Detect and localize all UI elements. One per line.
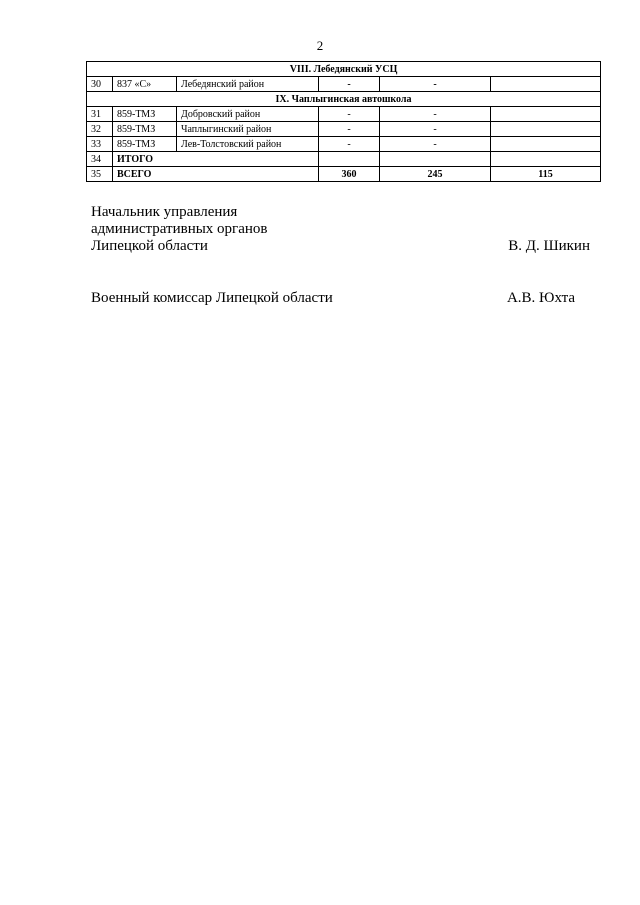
signatory-title-line-2: административных органов <box>91 221 268 237</box>
page-number: 2 <box>316 38 324 53</box>
row-value-2: - <box>380 122 491 137</box>
row-value-2: - <box>380 77 491 92</box>
vsego-label: ВСЕГО <box>113 167 319 182</box>
vsego-value-1: 360 <box>319 167 380 182</box>
row-number: 31 <box>87 107 113 122</box>
itogo-label: ИТОГО <box>113 152 319 167</box>
row-code: 859-ТМЗ <box>113 137 177 152</box>
signatory-title-line-3: Липецкой области <box>91 238 208 254</box>
signatory-name: В. Д. Шикин <box>508 238 590 254</box>
row-code: 859-ТМЗ <box>113 107 177 122</box>
table-row <box>87 137 601 152</box>
row-code: 859-ТМЗ <box>113 122 177 137</box>
table-row <box>87 107 601 122</box>
table-row <box>87 77 601 92</box>
section-title: VIII. Лебедянский УСЦ <box>87 62 601 77</box>
section-row <box>87 62 601 77</box>
row-value-3 <box>491 107 601 122</box>
row-value-2: - <box>380 107 491 122</box>
row-value-3 <box>491 137 601 152</box>
section-title: IX. Чаплыгинская автошкола <box>87 92 601 107</box>
itogo-value-3 <box>491 152 601 167</box>
allocation-table <box>86 61 601 182</box>
row-district: Добровский район <box>177 107 319 122</box>
row-district: Лебедянский район <box>177 77 319 92</box>
row-number: 35 <box>87 167 113 182</box>
table-row <box>87 122 601 137</box>
row-number: 33 <box>87 137 113 152</box>
itogo-value-2 <box>380 152 491 167</box>
row-number: 30 <box>87 77 113 92</box>
signatory-title-line-1: Начальник управления <box>91 204 238 220</box>
vsego-value-2: 245 <box>380 167 491 182</box>
row-value-1: - <box>319 137 380 152</box>
row-district: Лев-Толстовский район <box>177 137 319 152</box>
itogo-row <box>87 152 601 167</box>
commissar-name: А.В. Юхта <box>506 290 575 306</box>
vsego-value-3: 115 <box>491 167 601 182</box>
itogo-value-1 <box>319 152 380 167</box>
commissar-title: Военный комиссар Липецкой области <box>91 290 333 306</box>
row-district: Чаплыгинский район <box>177 122 319 137</box>
row-number: 32 <box>87 122 113 137</box>
vsego-row <box>87 167 601 182</box>
row-value-2: - <box>380 137 491 152</box>
row-value-3 <box>491 122 601 137</box>
row-value-1: - <box>319 122 380 137</box>
row-number: 34 <box>87 152 113 167</box>
section-row <box>87 92 601 107</box>
row-code: 837 «С» <box>113 77 177 92</box>
row-value-1: - <box>319 77 380 92</box>
row-value-3 <box>491 77 601 92</box>
row-value-1: - <box>319 107 380 122</box>
